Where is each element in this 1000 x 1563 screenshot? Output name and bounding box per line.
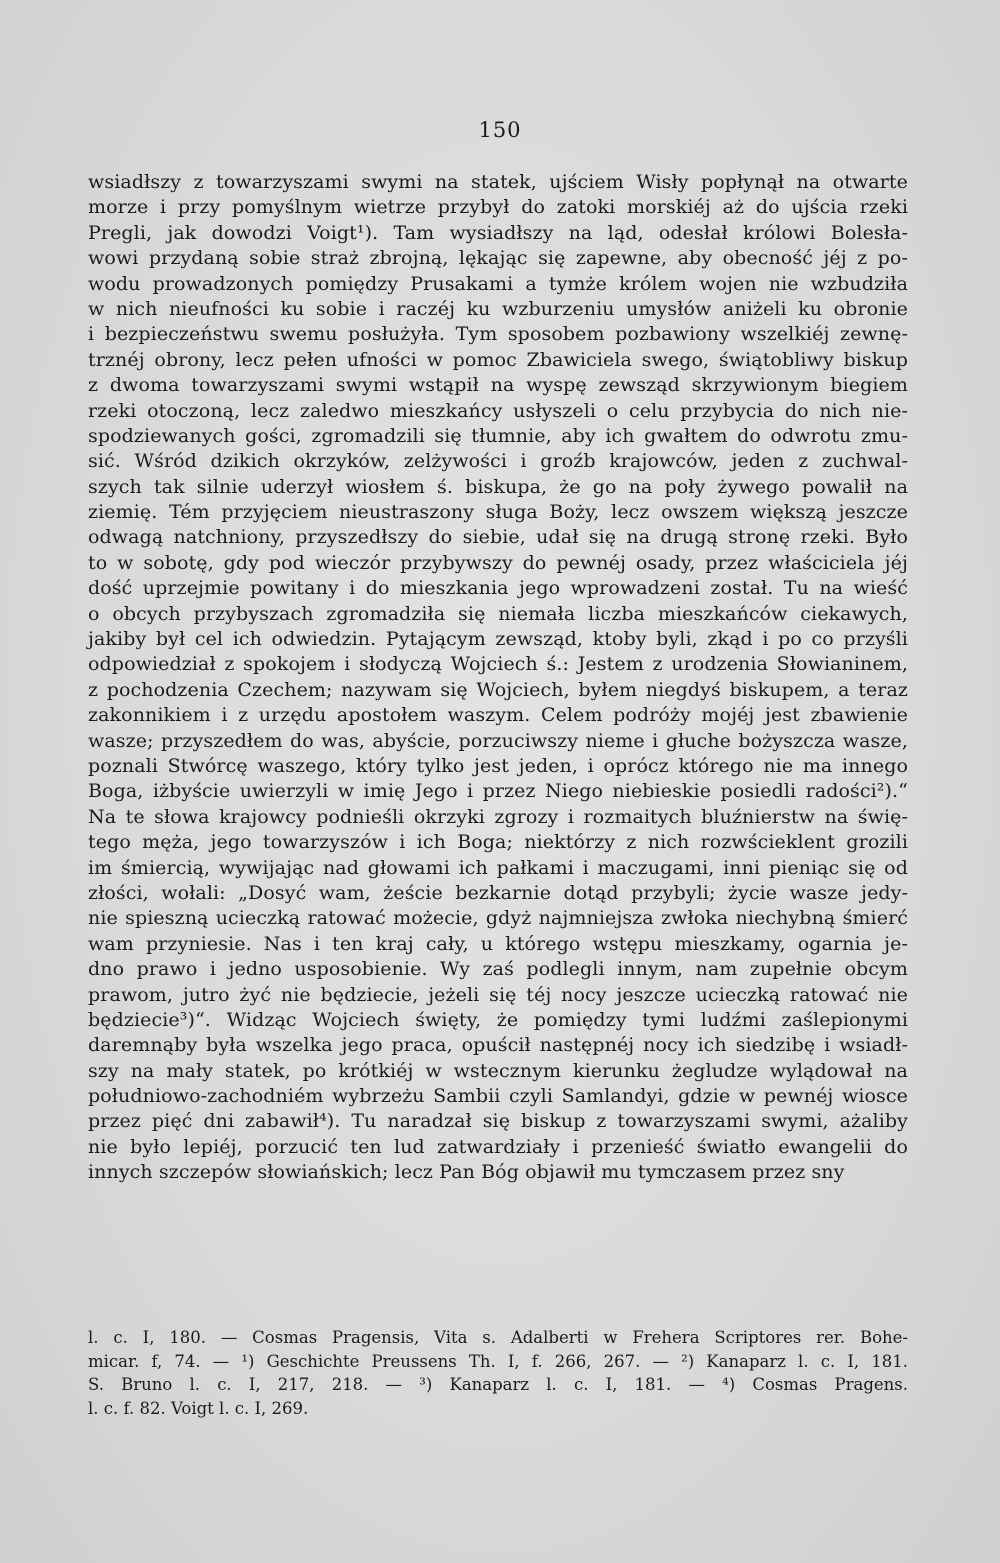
text-line: szy na mały statek, po krótkiéj w wstecznym kierunku żegludze wylądował na [88,1059,908,1082]
text-line: sić. Wśród dzikich okrzyków, zelżywości i groźb krajowców, jeden z zuchwal- [88,450,908,473]
text-line: poznali Stwórcę waszego, który tylko jest jeden, i oprócz którego nie ma innego [88,754,908,777]
text-line: trznéj obrony, lecz pełen ufności w pomoc Zbawiciela swego, świątobliwy biskup [88,348,908,371]
footnote-line: S. Bruno l. c. I, 217, 218. — ³) Kanaparz l. c. I, 181. — ⁴) Cosmas Pragens. [88,1375,908,1394]
main-text [88,170,908,1186]
text-line: wam przyniesie. Nas i ten kraj cały, u którego wstępu mieszkamy, ogarnia je- [88,932,908,955]
text-line: odwagą natchniony, przyszedłszy do siebie, udał się na drugą stronę rzeki. Było [88,526,908,549]
page-number: 150 [478,118,522,142]
text-line: zakonnikiem i z urzędu apostołem waszym. Celem podróży mojéj jest zbawienie [88,704,908,727]
text-line: Boga, iżbyście uwierzyli w imię Jego i przez Niego niebieskie posiedli radości²).“ [88,780,908,803]
text-line: dość uprzejmie powitany i do mieszkania jego wprowadzeni został. Tu na wieść [88,577,908,600]
text-line: wodu prowadzonych pomiędzy Prusakami a tymże królem wojen nie wzbudziła [88,272,908,295]
text-line: prawom, jutro żyć nie będziecie, jeżeli się téj nocy jeszcze ucieczką ratować nie [88,983,908,1006]
footnote-line: l. c. I, 180. — Cosmas Pragensis, Vita s. Adalberti w Frehera Scriptores rer. Bohe- [88,1328,908,1347]
text-line: Na te słowa krajowcy podnieśli okrzyki zgrozy i rozmaitych bluźnierstw na świę- [88,805,908,828]
text-line: nie spieszną ucieczką ratować możecie, gdyż najmniejsza zwłoka niechybną śmierć [88,907,908,930]
text-line: południowo-zachodniém wybrzeżu Sambii czyli Samlandyi, gdzie w pewnéj wiosce [88,1085,908,1108]
text-line: odpowiedział z spokojem i słodyczą Wojciech ś.: Jestem z urodzenia Słowianinem, [88,653,908,676]
footnotes [88,1326,908,1420]
text-line: spodziewanych gości, zgromadzili się tłumnie, aby ich gwałtem do odwrotu zmu- [88,424,908,447]
text-line: będziecie³)“. Widząc Wojciech święty, że pomiędzy tymi ludźmi zaślepionymi [88,1008,908,1031]
text-line: im śmiercią, wywijając nad głowami ich pałkami i maczugami, inni pieniąc się od [88,856,908,879]
text-line: Pregli, jak dowodzi Voigt¹). Tam wysiadłszy na ląd, odesłał królowi Bolesła- [88,221,908,244]
text-line: z pochodzenia Czechem; nazywam się Wojciech, byłem niegdyś biskupem, a teraz [88,678,908,701]
text-line: w nich nieufności ku sobie i raczéj ku wzburzeniu umysłów aniżeli ku obronie [88,297,908,320]
text-line: ziemię. Tém przyjęciem nieustraszony sługa Boży, lecz owszem większą jeszcze [88,501,908,524]
text-line: i bezpieczeństwu swemu posłużyła. Tym sposobem pozbawiony wszelkiéj zewnę- [88,323,908,346]
text-line: przez pięć dni zabawił⁴). Tu naradzał się biskup z towarzyszami swymi, ażaliby [88,1110,908,1133]
text-line: szych tak silnie uderzył wiosłem ś. biskupa, że go na poły żywego powalił na [88,475,908,498]
text-line: daremnąby była wszelka jego praca, opuścił następnéj nocy ich siedzibę i wsiadł- [88,1034,908,1057]
text-line: innych szczepów słowiańskich; lecz Pan Bóg objawił mu tymczasem przez sny [88,1161,845,1184]
text-line: morze i przy pomyślnym wietrze przybył do zatoki morskiéj aż do ujścia rzeki [88,196,908,219]
text-line: wasze; przyszedłem do was, abyście, porzuciwszy nieme i głuche bożyszcza wasze, [88,729,908,752]
text-line: tego męża, jego towarzyszów i ich Boga; niektórzy z nich rozwścieklent grozili [88,831,908,854]
text-line: nie było lepiéj, porzucić ten lud zatwardziały i przenieść światło ewangelii do [88,1135,908,1158]
text-line: to w sobotę, gdy pod wieczór przybywszy do pewnéj osady, przez właściciela jéj [88,551,908,574]
footnote-line: l. c. f. 82. Voigt l. c. I, 269. [88,1398,309,1418]
text-line: wsiadłszy z towarzyszami swymi na statek, ujściem Wisły popłynął na otwarte [88,171,908,193]
text-line: o obcych przybyszach zgromadziła się niemała liczba mieszkańców ciekawych, [88,602,908,625]
text-line: złości, wołali: „Dosyć wam, żeście bezkarnie dotąd przybyli; życie wasze jedy- [88,881,908,904]
text-line: jakiby był cel ich odwiedzin. Pytającym zewsząd, ktoby byli, zkąd i po co przyśli [88,628,908,651]
text-line: rzeki otoczoną, lecz zaledwo mieszkańcy usłyszeli o celu przybycia do nich nie- [88,399,908,422]
text-line: z dwoma towarzyszami swymi wstąpił na wyspę zewsząd skrzywionym biegiem [88,374,908,397]
text-line: wowi przydaną sobie straż zbrojną, lękając się zapewne, aby obecność jéj z po- [88,247,908,270]
text-line: dno prawo i jedno usposobienie. Wy zaś podlegli innym, nam zupełnie obcym [88,958,908,981]
footnote-line: micar. f, 74. — ¹) Geschichte Preussens Th. I, f. 266, 267. — ²) Kanaparz l. c. I, 181. [88,1351,908,1371]
